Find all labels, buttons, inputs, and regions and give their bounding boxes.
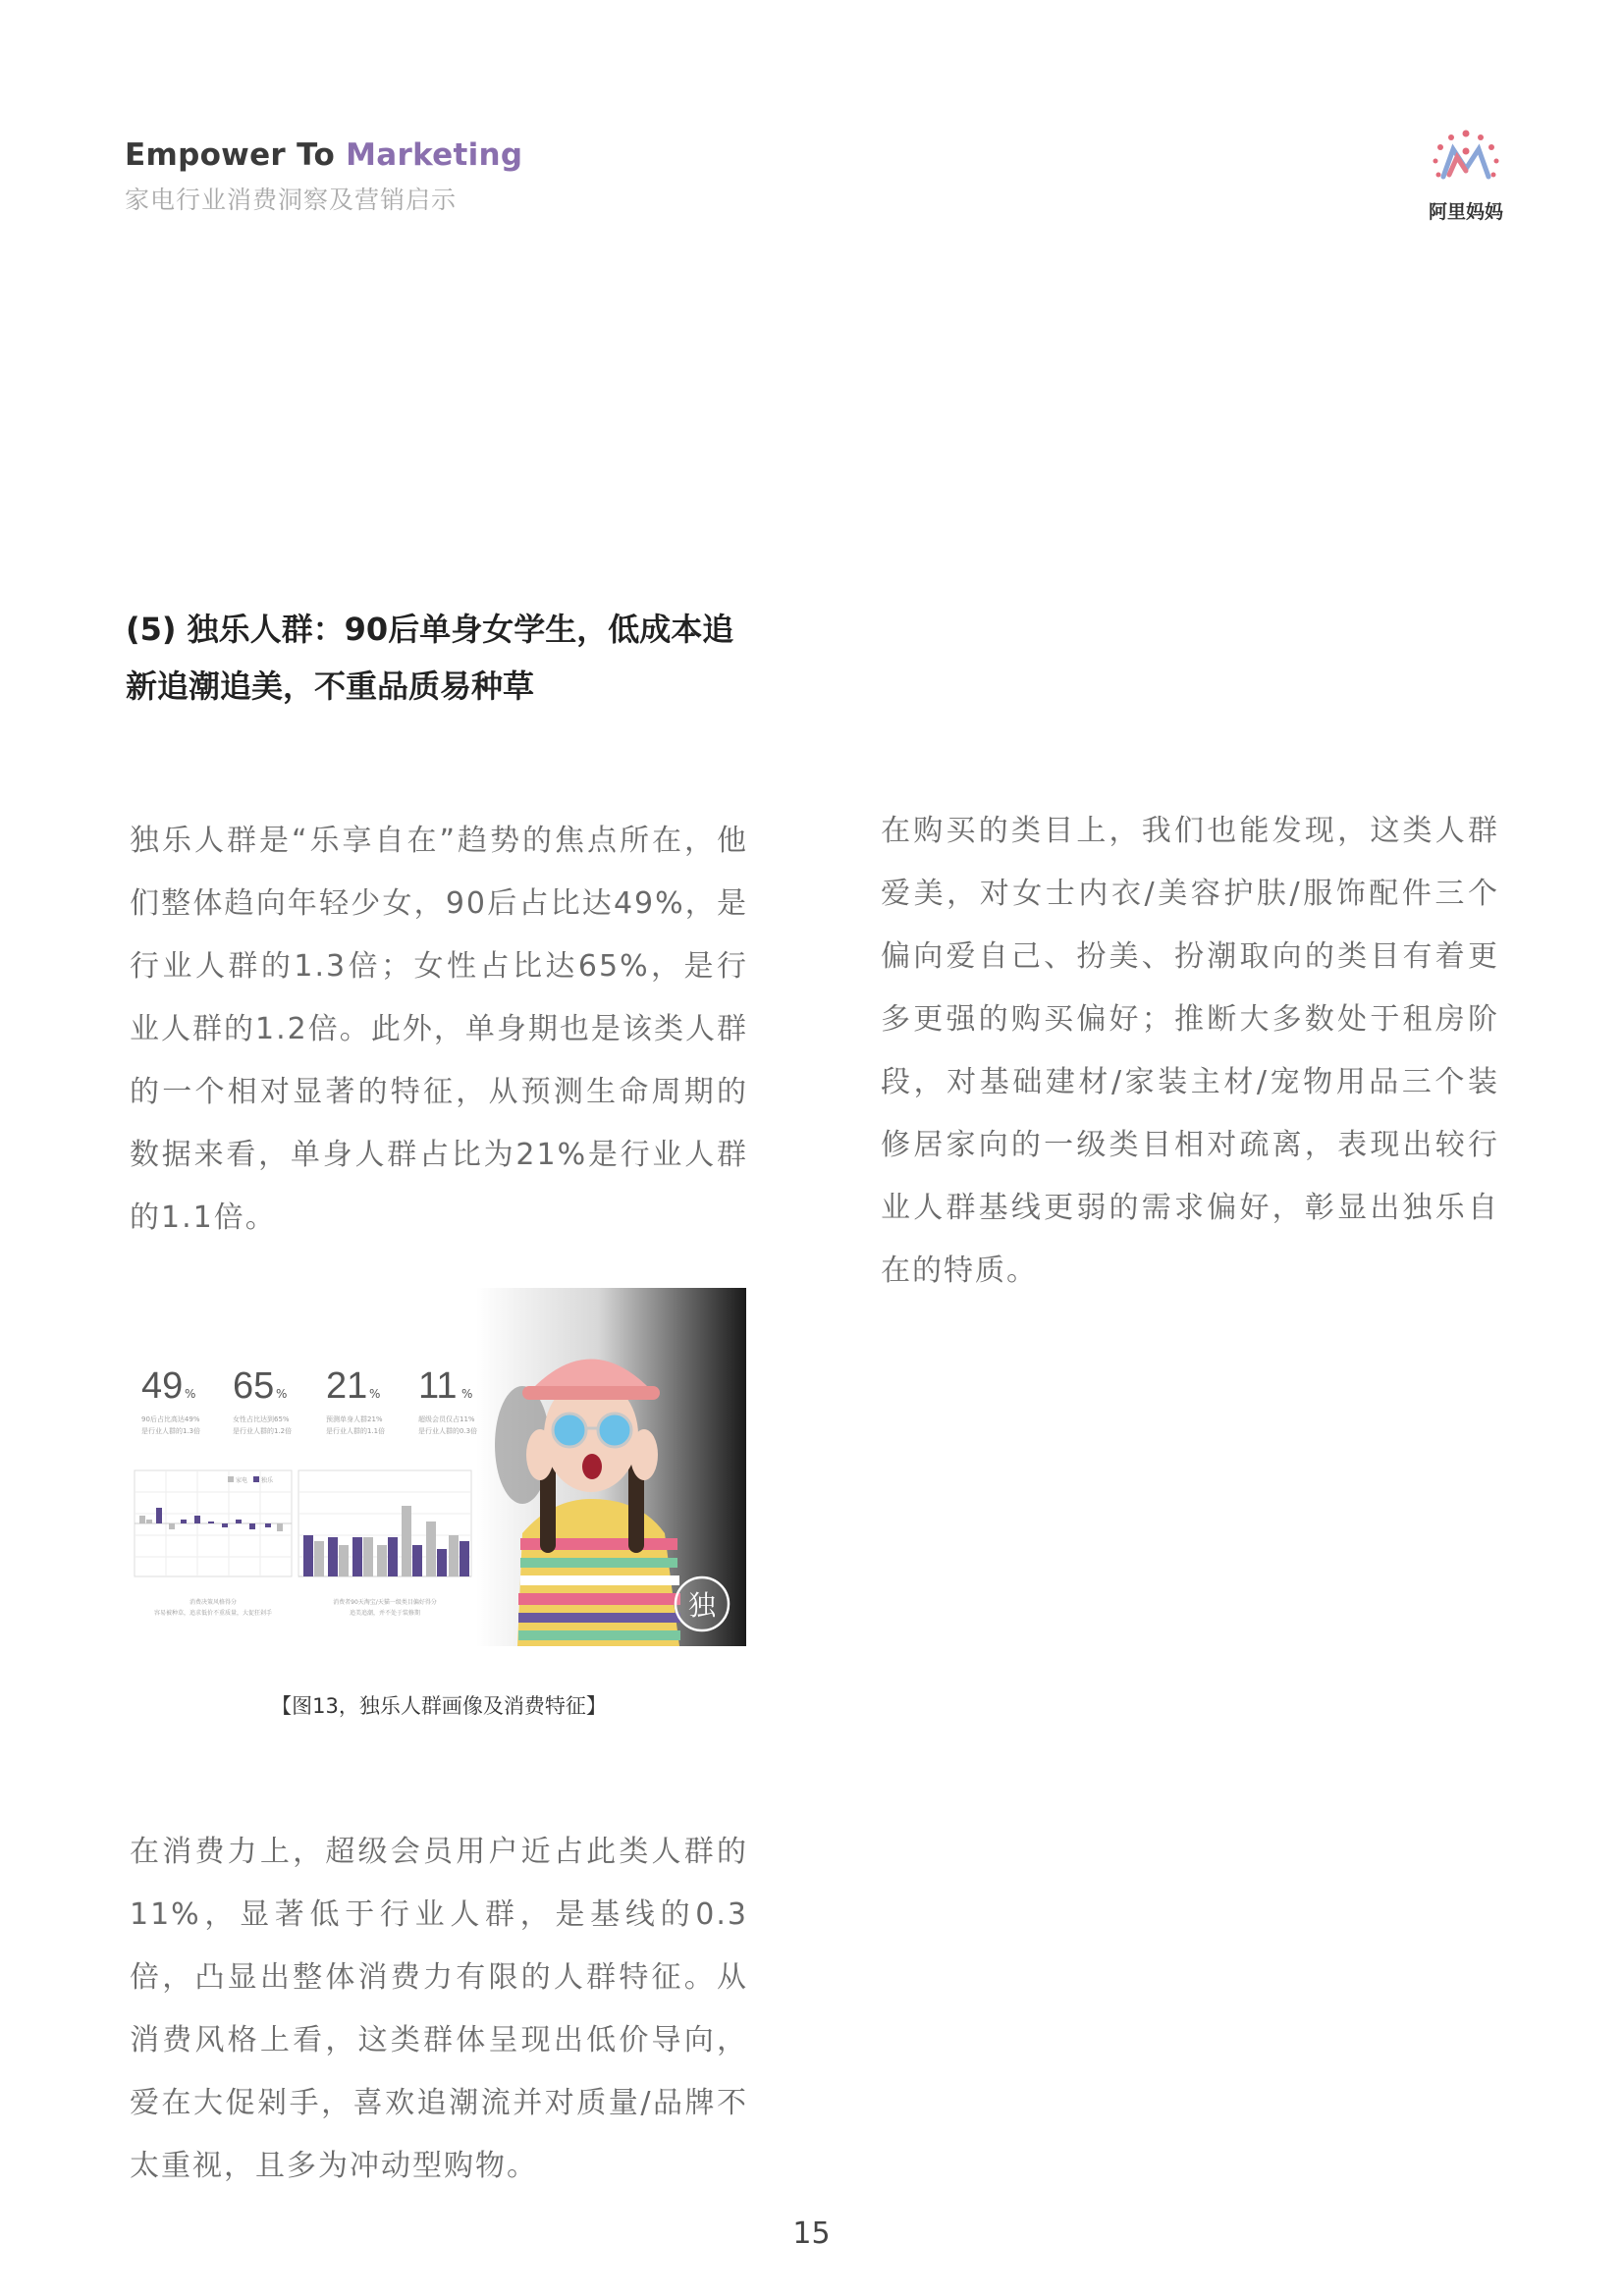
brand-subtitle: 家电行业消费洞察及营销启示	[125, 186, 458, 214]
category-preference-chart	[298, 1470, 471, 1617]
stat-line2: 是行业人群的1.1倍	[326, 1427, 386, 1435]
stat-unit: %	[461, 1387, 473, 1401]
stat-line2: 是行业人群的0.3倍	[418, 1427, 478, 1435]
stat-unit: %	[276, 1387, 288, 1401]
stat-21	[326, 1365, 385, 1435]
paragraph-intro: 独乐人群是“乐享自在”趋势的焦点所在，他们整体趋向年轻少女，90后占比达49%，是行业人群的1.3倍；女性占比达65%，是行业人群的1.2倍。此外，单身期也是该类人群的一个相对显著的特征，从预测生命周期的数据来看，单身人群占比为21%是行业人群的1.1倍。	[130, 824, 748, 1235]
stat-65	[233, 1365, 292, 1435]
stat-value: 21	[326, 1365, 368, 1407]
stat-line2: 是行业人群的1.2倍	[233, 1427, 293, 1435]
paragraph-spending: 在消费力上，超级会员用户近占此类人群的11%，显著低于行业人群，是基线的0.3倍，凸显出整体消费力有限的人群特征。从消费风格上看，这类群体呈现出低价导向，爱在大促剁手，喜欢追潮流并对质量/品牌不太重视，且多为冲动型购物。	[130, 1835, 748, 2183]
chart-note: 容易被种草，追求低价不重质量，大促狂剁手	[153, 1610, 273, 1617]
stat-value: 49	[141, 1365, 184, 1407]
logo-icon	[1422, 126, 1510, 196]
brand-accent: Marketing	[346, 137, 523, 173]
figure-caption: 【图13，独乐人群画像及消费特征】	[271, 1694, 607, 1718]
brand-title	[125, 137, 522, 173]
brand-prefix: Empower To	[125, 137, 347, 173]
stat-unit: %	[369, 1387, 381, 1401]
stat-line1: 90后占比高达49%	[141, 1415, 200, 1423]
decision-style-chart	[135, 1470, 292, 1617]
alimama-logo	[1422, 126, 1510, 224]
stat-value: 65	[233, 1365, 275, 1407]
badge-text: 独	[687, 1589, 717, 1622]
stat-line1: 女性占比达到65%	[233, 1415, 290, 1423]
stat-49	[141, 1365, 200, 1435]
stat-line1: 预测单身人群21%	[326, 1415, 383, 1423]
legend-item: 家电	[236, 1477, 248, 1484]
stat-line1: 超级会员仅占11%	[418, 1415, 475, 1423]
chart-note: 消费决策风格得分	[189, 1599, 238, 1606]
chart-note: 追美追潮，并不处于装修期	[349, 1610, 421, 1617]
paragraph-categories: 在购买的类目上，我们也能发现，这类人群爱美，对女士内衣/美容护肤/服饰配件三个偏向爱自己、扮美、扮潮取向的类目有着更多更强的购买偏好；推断大多数处于租房阶段，对基础建材/家装主材/宠物用品三个装修居家向的一级类目相对疏离，表现出较行业人群基线更弱的需求偏好，彰显出独乐自在的特质。	[881, 814, 1499, 1288]
stat-line2: 是行业人群的1.3倍	[141, 1427, 201, 1435]
chart-note: 消费者90天淘宝/天猫一级类目偏好得分	[333, 1599, 437, 1606]
stat-11	[418, 1365, 477, 1435]
logo-text: 阿里妈妈	[1428, 201, 1503, 223]
stat-value: 11	[418, 1365, 458, 1407]
persona-badge	[676, 1577, 729, 1630]
section-heading: (5) 独乐人群：90后单身女学生，低成本追新追潮追美，不重品质易种草	[126, 611, 734, 705]
stat-unit: %	[185, 1387, 196, 1401]
persona-figure	[130, 1288, 746, 1646]
legend-item: 独乐	[261, 1477, 274, 1484]
page-number: 15	[792, 2216, 831, 2251]
figure-graphic	[130, 1288, 746, 1646]
